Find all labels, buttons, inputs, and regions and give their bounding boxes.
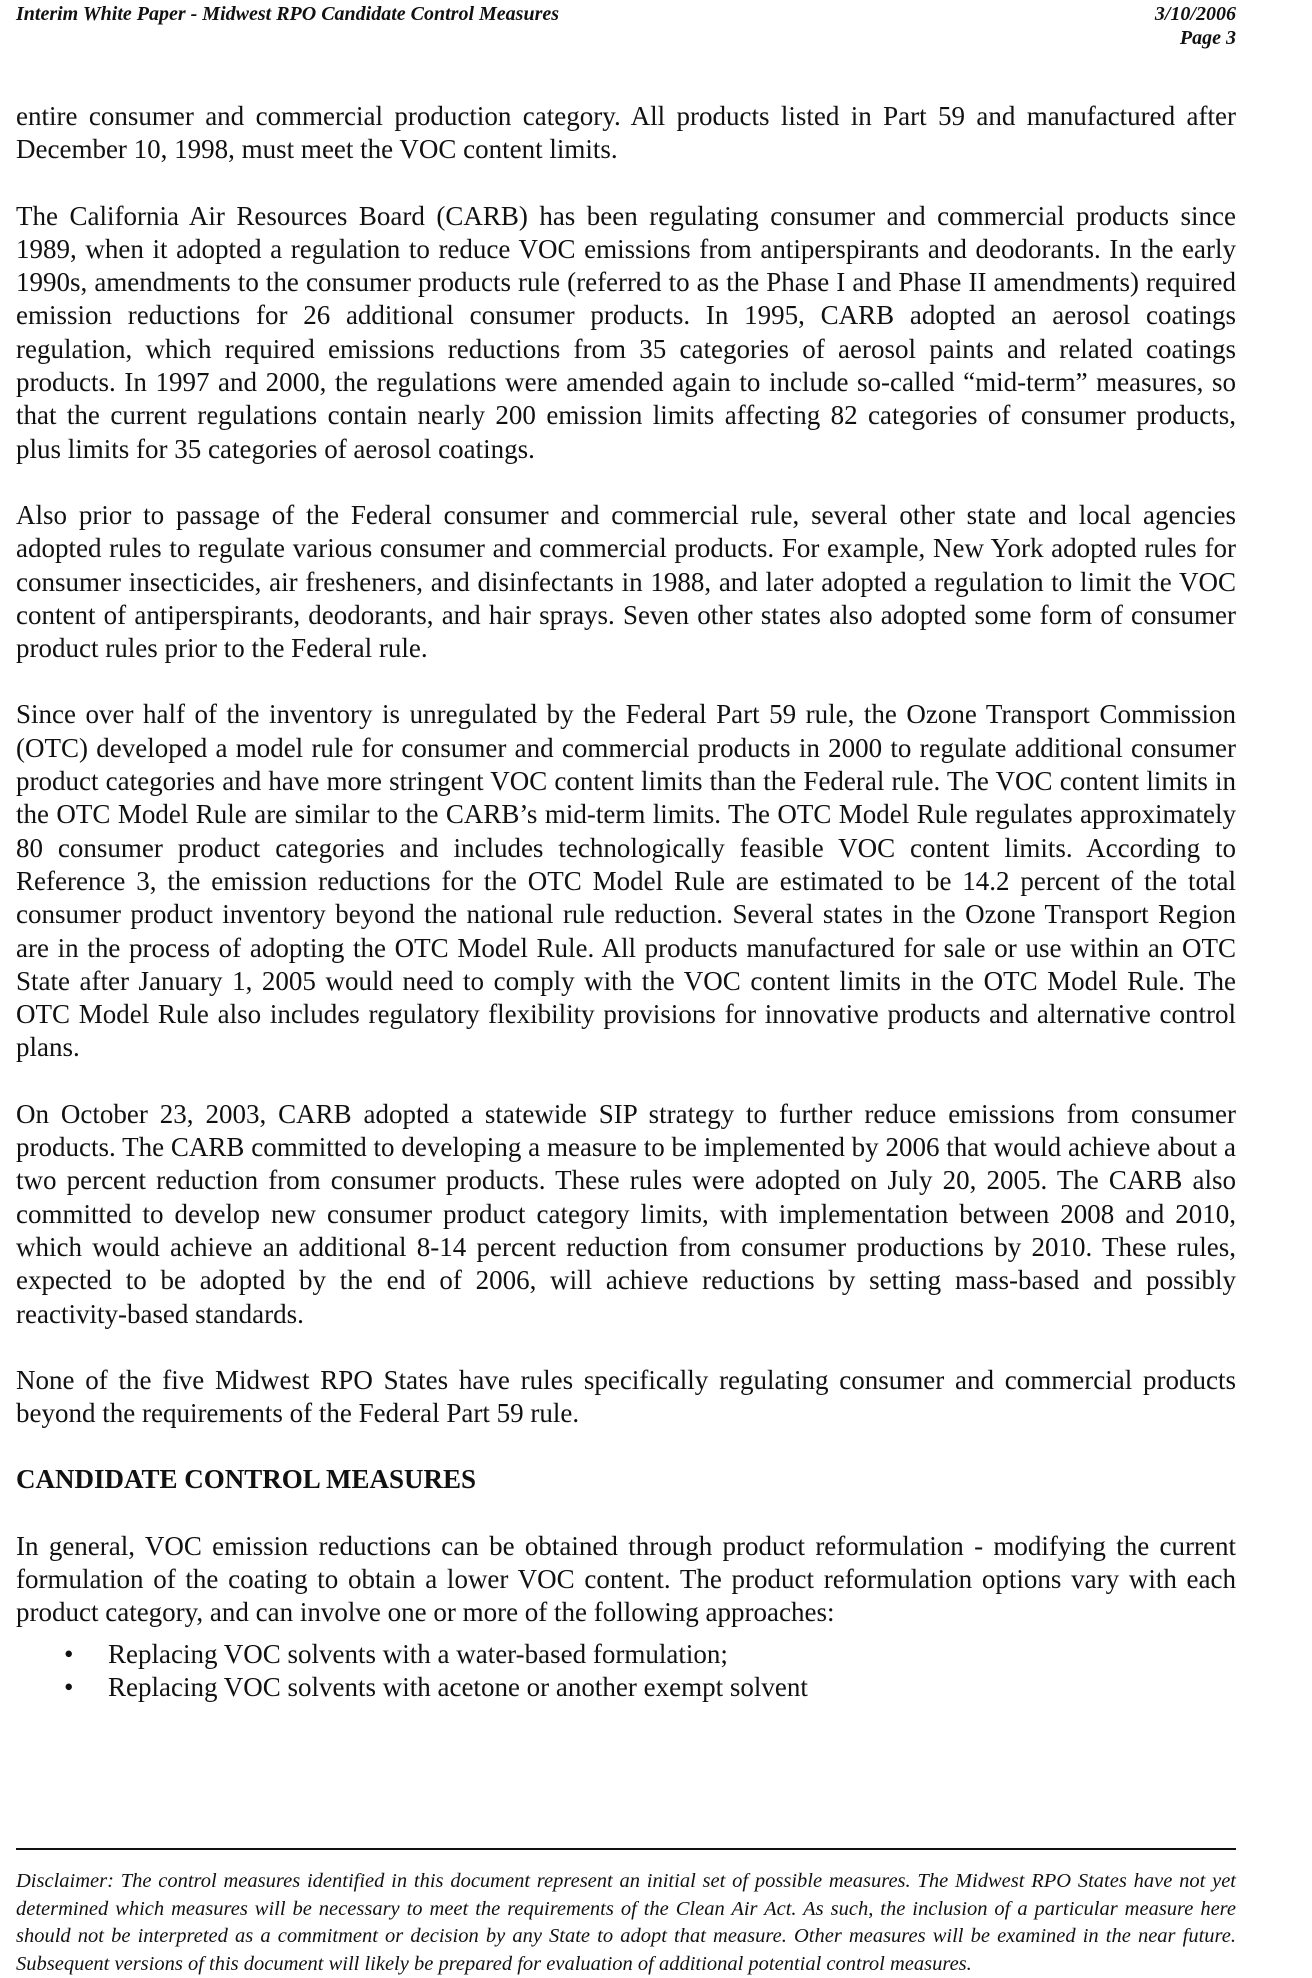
- bullet-icon: •: [64, 1671, 74, 1702]
- list-item: [16, 1638, 1236, 1671]
- paragraph-reformulation: In general, VOC emission reductions can be obtained through product reformulation - modifying the current formulation of the coating to obtain a lower VOC content. The product reformulation options vary with each product category, and can involve one or more of the following approaches:: [16, 1530, 1236, 1628]
- paragraph-state-agencies: Also prior to passage of the Federal consumer and commercial rule, several other state and local agencies adopted rules to regulate various consumer and commercial products. For example, New York adopted rules for consumer insecticides, air fresheners, and disinfectants in 1988, and later adopted a regulation to limit the VOC content of antiperspirants, deodorants, and hair sprays. Seven other states also adopted some form of consumer product rules prior to the Federal rule.: [16, 499, 1236, 664]
- list-item-text: Replacing VOC solvents with a water-based formulation;: [108, 1638, 728, 1669]
- list-item-text: Replacing VOC solvents with acetone or another exempt solvent: [108, 1671, 808, 1702]
- disclaimer-text: Disclaimer: The control measures identified in this document represent an initial set of possible measures. The Midwest RPO States have not yet determined which measures will be necessary to meet the requirements of the Clean Air Act. As such, the inclusion of a particular measure here should not be interpreted as a commitment or decision by any State to adopt that measure. Other measures will be examined in the near future. Subsequent versions of this document will likely be prepared for evaluation of additional potential control measures.: [16, 1870, 1236, 1975]
- paragraph-part59: entire consumer and commercial production category. All products listed in Part 59 and manufactured after December 10, 1998, must meet the VOC content limits.: [16, 101, 1236, 165]
- section-heading: CANDIDATE CONTROL MEASURES: [16, 1464, 477, 1495]
- paragraph-carb-sip: On October 23, 2003, CARB adopted a statewide SIP strategy to further reduce emissions from consumer products. The CARB committed to developing a measure to be implemented by 2006 that would achieve about a two percent reduction from consumer products. These rules were adopted on July 20, 2005. The CARB also committed to develop new consumer product category limits, with implementation between 2008 and 2010, which would achieve an additional 8-14 percent reduction from consumer productions by 2010. These rules, expected to be adopted by the end of 2006, will achieve reductions by setting mass-based and possibly reactivity-based standards.: [16, 1098, 1236, 1329]
- paragraph-carb: The California Air Resources Board (CARB) has been regulating consumer and commercial products since 1989, when it adopted a regulation to reduce VOC emissions from antiperspirants and deodorants. In the early 1990s, amendments to the consumer products rule (referred to as the Phase I and Phase II amendments) required emission reductions for 26 additional consumer products. In 1995, CARB adopted an aerosol coatings regulation, which required emissions reductions from 35 categories of aerosol paints and related coatings products. In 1997 and 2000, the regulations were amended again to include so-called “mid-term” measures, so that the current regulations contain nearly 200 emission limits affecting 82 categories of consumer products, plus limits for 35 categories of aerosol coatings.: [16, 200, 1236, 464]
- paragraph-otc-model-rule: Since over half of the inventory is unregulated by the Federal Part 59 rule, the Ozone Transport Commission (OTC) developed a model rule for consumer and commercial products in 2000 to regulate additional consumer product categories and have more stringent VOC content limits than the Federal rule. The VOC content limits in the OTC Model Rule are similar to the CARB’s mid-term limits. The OTC Model Rule regulates approximately 80 consumer product categories and includes technologically feasible VOC content limits. According to Reference 3, the emission reductions for the OTC Model Rule are estimated to be 14.2 percent of the total consumer product inventory beyond the national rule reduction. Several states in the Ozone Transport Region are in the process of adopting the OTC Model Rule. All products manufactured for sale or use within an OTC State after January 1, 2005 would need to comply with the VOC content limits in the OTC Model Rule. The OTC Model Rule also includes regulatory flexibility provisions for innovative products and alternative control plans.: [16, 699, 1236, 1063]
- page-number: Page 3: [1179, 27, 1236, 49]
- document-body: [16, 100, 1236, 1704]
- approach-list: [16, 1638, 1236, 1705]
- disclaimer-footer: [16, 1848, 1236, 1978]
- header-date-page: [1155, 2, 1236, 50]
- bullet-icon: •: [64, 1638, 74, 1669]
- document-date: 3/10/2006: [1154, 3, 1236, 25]
- list-item: [16, 1671, 1236, 1704]
- paragraph-midwest-states: None of the five Midwest RPO States have rules specifically regulating consumer and commercial products beyond the requirements of the Federal Part 59 rule.: [16, 1364, 1236, 1429]
- document-title: Interim White Paper - Midwest RPO Candidate Control Measures: [16, 3, 560, 25]
